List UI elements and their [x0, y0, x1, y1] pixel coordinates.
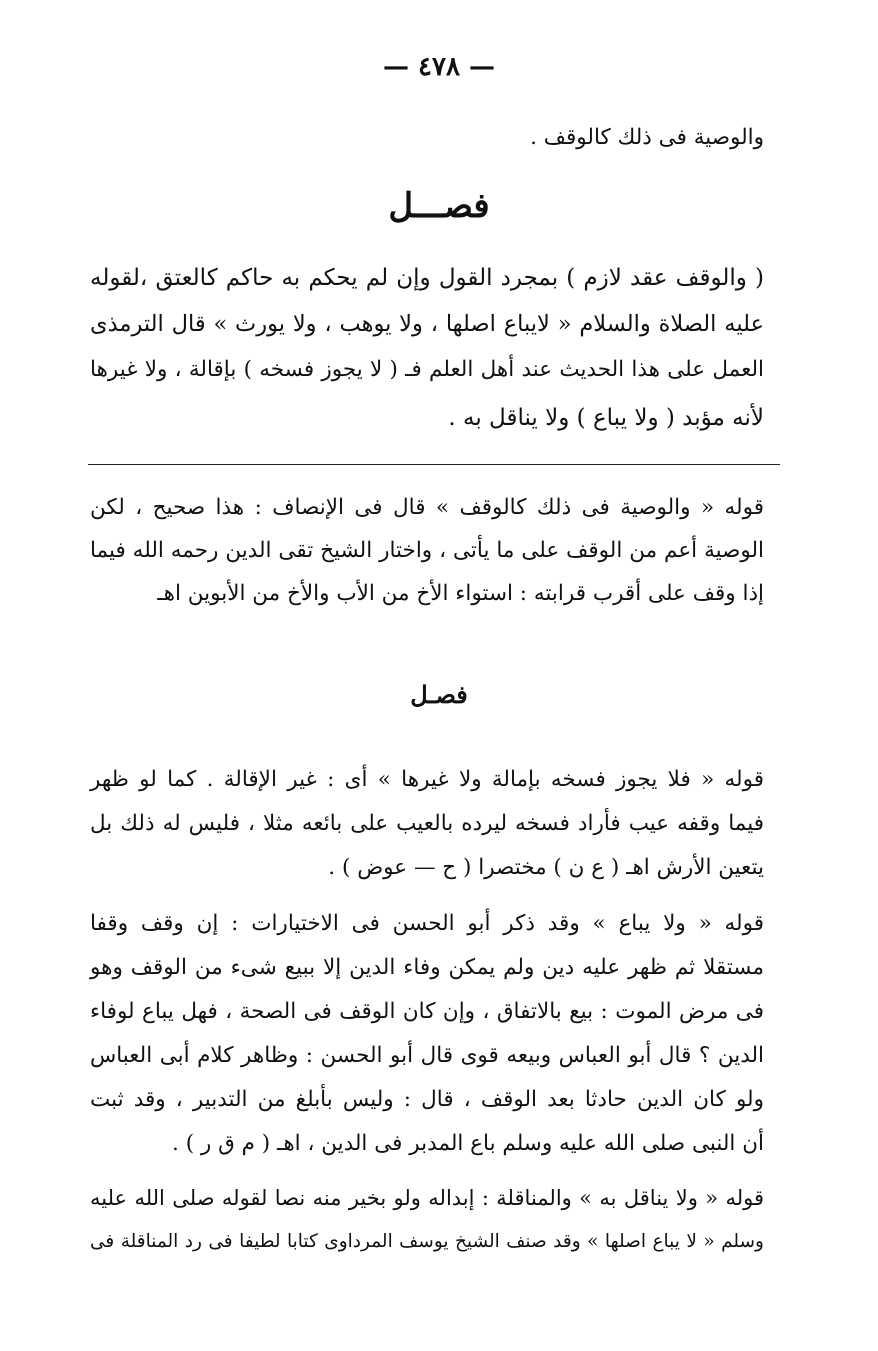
- footnote-line: قوله « فلا يجوز فسخه بإمالة ولا غيرها » أى : غير الإقالة . كما لو ظهر: [90, 767, 764, 792]
- footnote-line: قوله « ولا يباع » وقد ذكر أبو الحسن فى الاختيارات : إن وقف وقفا: [90, 911, 764, 936]
- page-number: — ٤٧٨ —: [382, 52, 496, 82]
- main-line: لأنه مؤبد ( ولا يباع ) ولا يناقل به .: [448, 405, 764, 431]
- main-line: عليه الصلاة والسلام « لايباع اصلها ، ولا يوهب ، ولا يورث » قال الترمذى: [90, 311, 764, 337]
- section-heading-main: فصـــل: [388, 186, 490, 226]
- main-line: العمل على هذا الحديث عند أهل العلم فـ ( لا يجوز فسخه ) بإقالة ، ولا غيرها: [90, 357, 764, 382]
- footnote-line: الدين ؟ قال أبو العباس وبيعه قوى قال أبو الحسن : وظاهر كلام أبى العباس: [90, 1043, 764, 1068]
- footnote-line: قوله « ولا يناقل به » والمناقلة : إبداله ولو بخير منه نصا لقوله صلى الله عليه: [90, 1186, 764, 1210]
- footnote-line: إذا وقف على أقرب قرابته : استواء الأخ من الأب والأخ من الأبوين اهـ: [157, 581, 764, 606]
- footnote-line: الوصية أعم من الوقف على ما يأتى ، واختار الشيخ تقى الدين رحمه الله فيما: [90, 538, 764, 563]
- footnote-line: وسلم « لا يباع اصلها » وقد صنف الشيخ يوسف المرداوى كتابا لطيفا فى رد المناقلة فى: [90, 1231, 764, 1252]
- footnote-line: فيما وقفه عيب فأراد فسخه ليرده بالعيب على بائعه مثلا ، فليس له ذلك بل: [90, 811, 764, 836]
- footnote-line: فى مرض الموت : بيع بالاتفاق ، وإن كان الوقف فى الصحة ، فهل يباع لوفاء: [90, 999, 764, 1024]
- section-heading-notes: فصـل: [410, 680, 468, 709]
- footnote-divider: [88, 464, 780, 465]
- footnote-line: مستقلا ثم ظهر عليه دين ولم يمكن وفاء الدين إلا ببيع شىء من الوقف وهو: [90, 955, 764, 980]
- opening-line: والوصية فى ذلك كالوقف .: [530, 125, 764, 150]
- footnote-line: أن النبى صلى الله عليه وسلم باع المدبر فى الدين ، اهـ ( م ق ر ) .: [172, 1131, 764, 1156]
- footnote-line: قوله « والوصية فى ذلك كالوقف » قال فى الإنصاف : هذا صحيح ، لكن: [90, 495, 764, 520]
- footnote-line: ولو كان الدين حادثا بعد الوقف ، قال : وليس بأبلغ من التدبير ، وقد ثبت: [90, 1087, 764, 1112]
- footnote-line: يتعين الأرش اهـ ( ع ن ) مختصرا ( ح — عوض ) .: [328, 855, 764, 880]
- main-line: ( والوقف عقد لازم ) بمجرد القول وإن لم يحكم به حاكم كالعتق ،لقوله: [90, 265, 764, 291]
